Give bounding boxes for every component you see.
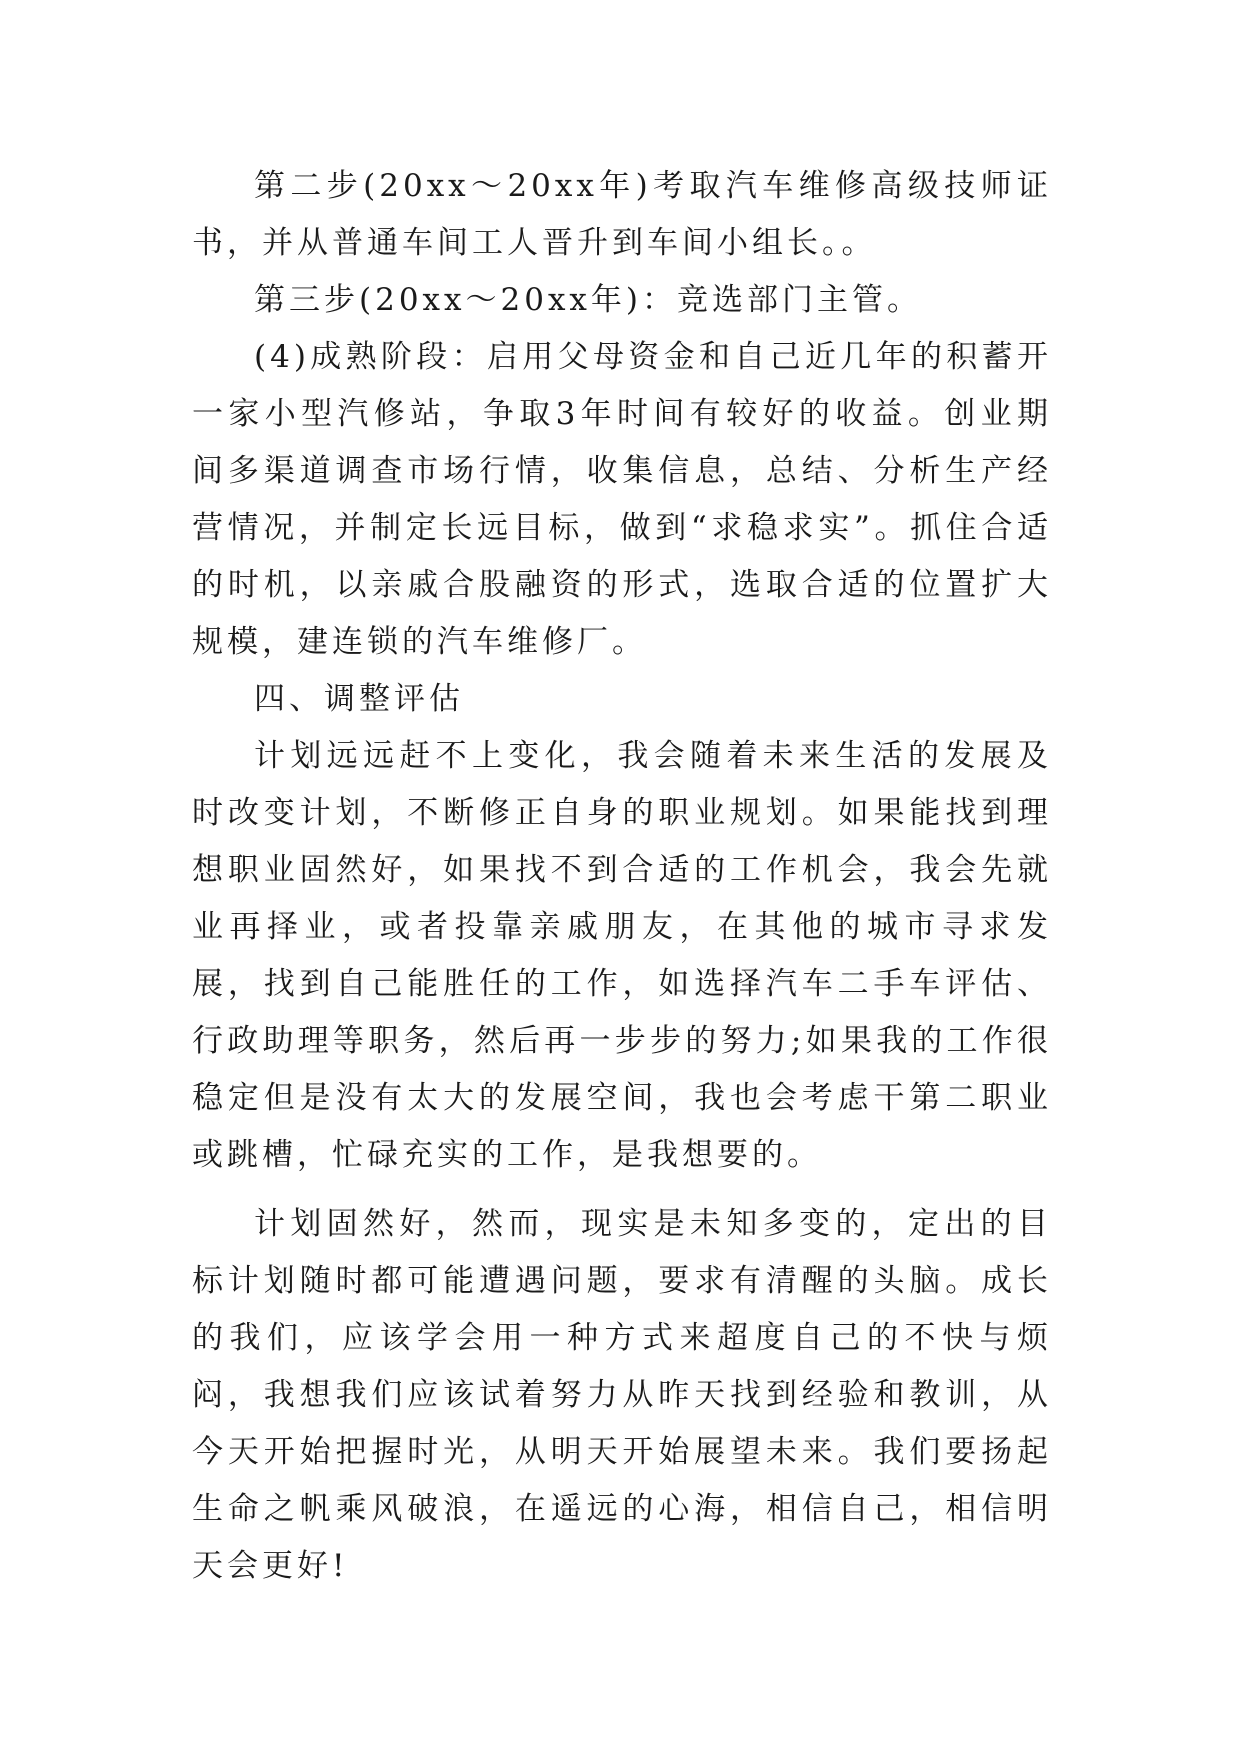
paragraph-mature-stage: (4)成熟阶段：启用父母资金和自己近几年的积蓄开一家小型汽修站，争取3年时间有较好的收益。创业期间多渠道调查市场行情，收集信息，总结、分析生产经营情况，并制定长远目标，做到“求稳求实”。抓住合适的时机，以亲戚合股融资的形式，选取合适的位置扩大规模，建连锁的汽车维修厂。 xyxy=(192,339,1052,660)
paragraph-conclusion: 计划固然好，然而，现实是未知多变的，定出的目标计划随时都可能遭遇问题，要求有清醒的头脑。成长的我们，应该学会用一种方式来超度自己的不快与烦闷，我想我们应该试着努力从昨天找到经验和教训，从今天开始把握时光，从明天开始展望未来。我们要扬起生命之帆乘风破浪，在遥远的心海，相信自己，相信明天会更好! xyxy=(192,1206,1052,1584)
paragraph-step-two: 第二步(20xx～20xx年)考取汽车维修高级技师证书，并从普通车间工人晋升到车间小组长。。 xyxy=(192,168,1052,261)
paragraph-step-three: 第三步(20xx～20xx年)：竞选部门主管。 xyxy=(254,282,923,318)
paragraph-plan-changes: 计划远远赶不上变化，我会随着未来生活的发展及时改变计划，不断修正自身的职业规划。如果能找到理想职业固然好，如果找不到合适的工作机会，我会先就业再择业，或者投靠亲戚朋友，在其他的城市寻求发展，找到自己能胜任的工作，如选择汽车二手车评估、行政助理等职务，然后再一步步的努力;如果我的工作很稳定但是没有太大的发展空间，我也会考虑干第二职业或跳槽，忙碌充实的工作，是我想要的。 xyxy=(192,738,1052,1173)
paragraph-gap xyxy=(192,1184,1052,1196)
section-heading-adjust-evaluate: 四、调整评估 xyxy=(254,681,464,717)
document-page xyxy=(192,158,1052,1595)
